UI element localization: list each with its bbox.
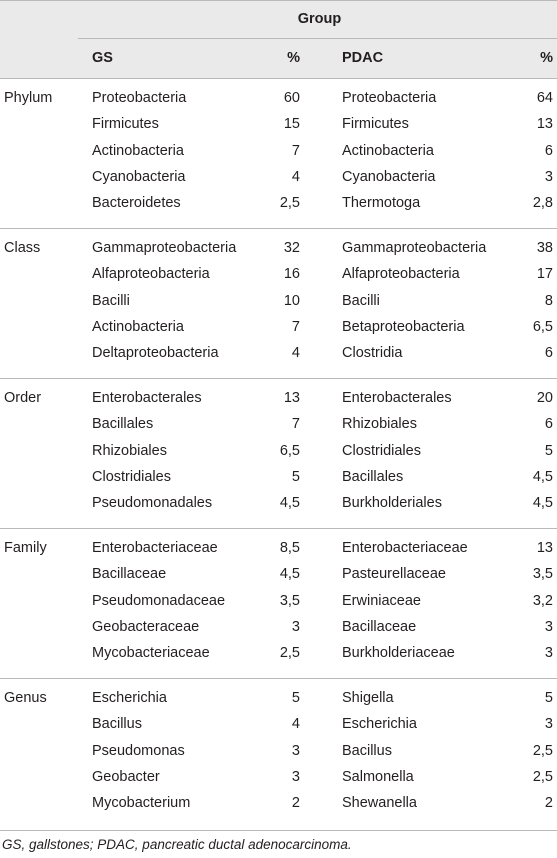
pdac-taxon: Salmonella: [342, 768, 414, 785]
gs-percent: 4,5: [279, 495, 300, 512]
gs-percent: 6,5: [279, 442, 300, 459]
pdac-percent: 3: [544, 716, 553, 733]
pdac-taxon: Burkholderiales: [342, 495, 442, 512]
gs-taxon: Gammaproteobacteria: [92, 240, 237, 256]
table-row: [0, 240, 557, 266]
pdac-taxon: Actinobacteria: [342, 142, 434, 159]
gs-taxon: Pseudomonadales: [92, 495, 213, 512]
table-row: [0, 469, 557, 495]
table-row: [0, 769, 557, 795]
gs-taxon: Geobacter: [92, 768, 160, 785]
gs-taxon: Mycobacteriaceae: [92, 645, 210, 662]
gs-percent: 7: [291, 142, 300, 159]
pdac-taxon: Betaproteobacteria: [342, 318, 465, 335]
pdac-percent: 5: [544, 690, 553, 706]
gs-taxon: Pseudomonadaceae: [92, 592, 226, 609]
pdac-percent-header: %: [540, 50, 553, 66]
pdac-taxon: Escherichia: [342, 716, 417, 733]
pdac-taxon: Firmicutes: [342, 116, 409, 133]
gs-percent: 5: [291, 468, 300, 485]
gs-taxon: Bacteroidetes: [92, 195, 181, 212]
gs-taxon: Bacilli: [92, 292, 130, 309]
gs-percent: 3: [291, 742, 300, 759]
gs-percent: 5: [291, 690, 300, 706]
gs-taxon: Mycobacterium: [92, 795, 191, 812]
gs-percent: 60: [283, 90, 300, 106]
gs-percent: 7: [291, 416, 300, 433]
table-row: [0, 319, 557, 345]
pdac-percent: 2,5: [532, 742, 553, 759]
pdac-taxon: Bacillus: [342, 742, 392, 759]
table-row: [0, 540, 557, 566]
gs-percent: 4,5: [279, 566, 300, 583]
gs-taxon: Enterobacteriaceae: [92, 540, 218, 556]
gs-percent: 15: [283, 116, 300, 133]
pdac-percent: 13: [536, 116, 553, 133]
gs-taxon: Bacillaceae: [92, 566, 167, 583]
gs-taxon: Bacillus: [92, 716, 142, 733]
pdac-percent: 8: [544, 292, 553, 309]
gs-taxon: Clostridiales: [92, 468, 171, 485]
taxonomic-level-label: Family: [4, 540, 47, 556]
section-divider: [0, 528, 557, 529]
table-row: [0, 690, 557, 716]
gs-taxon: Enterobacterales: [92, 390, 202, 406]
taxonomic-level-label: Order: [4, 390, 42, 406]
pdac-percent: 3,5: [532, 566, 553, 583]
table-header: [0, 0, 557, 79]
gs-taxon: Geobacteraceae: [92, 618, 200, 635]
pdac-percent: 17: [536, 266, 553, 283]
gs-percent: 3: [291, 768, 300, 785]
table-row: [0, 195, 557, 221]
table-row: [0, 169, 557, 195]
table-row: [0, 90, 557, 116]
gs-percent: 8,5: [279, 540, 300, 556]
pdac-taxon: Thermotoga: [342, 195, 421, 212]
gs-percent: 4: [291, 168, 300, 185]
pdac-taxon: Proteobacteria: [342, 90, 437, 106]
table-footnote: GS, gallstones; PDAC, pancreatic ductal adenocarcinoma.: [2, 837, 352, 852]
gs-percent: 4: [291, 716, 300, 733]
pdac-percent: 6: [544, 142, 553, 159]
pdac-taxon: Shigella: [342, 690, 394, 706]
gs-taxon: Actinobacteria: [92, 142, 184, 159]
pdac-percent: 38: [536, 240, 553, 256]
pdac-percent: 3,2: [532, 592, 553, 609]
gs-percent: 13: [283, 390, 300, 406]
gs-percent-header: %: [287, 50, 300, 66]
gs-taxon: Escherichia: [92, 690, 167, 706]
section-divider: [0, 228, 557, 229]
pdac-taxon: Bacilli: [342, 292, 380, 309]
table-row: [0, 795, 557, 821]
gs-percent: 3,5: [279, 592, 300, 609]
pdac-taxon: Bacillales: [342, 468, 404, 485]
group-underline: [78, 38, 557, 39]
table-row: [0, 743, 557, 769]
table-row: [0, 443, 557, 469]
pdac-taxon: Rhizobiales: [342, 416, 417, 433]
gs-taxon: Bacillales: [92, 416, 154, 433]
gs-percent: 2: [291, 795, 300, 812]
taxonomic-level-label: Genus: [4, 690, 47, 706]
group-header: Group: [297, 11, 342, 27]
table-row: [0, 116, 557, 142]
table-row: [0, 416, 557, 442]
section-divider: [0, 378, 557, 379]
gs-column-header: GS: [92, 50, 113, 66]
table-row: [0, 593, 557, 619]
gs-percent: 2,5: [279, 195, 300, 212]
pdac-percent: 6: [544, 345, 553, 362]
section-divider: [0, 678, 557, 679]
pdac-percent: 13: [536, 540, 553, 556]
pdac-percent: 5: [544, 442, 553, 459]
table-row: [0, 716, 557, 742]
pdac-percent: 20: [536, 390, 553, 406]
footer-rule: [0, 830, 557, 831]
pdac-taxon: Burkholderiaceae: [342, 645, 455, 662]
pdac-percent: 3: [544, 645, 553, 662]
gs-taxon: Pseudomonas: [92, 742, 185, 759]
gs-taxon: Actinobacteria: [92, 318, 184, 335]
table-row: [0, 390, 557, 416]
pdac-taxon: Shewanella: [342, 795, 417, 812]
pdac-percent: 6,5: [532, 318, 553, 335]
table-row: [0, 495, 557, 521]
taxonomic-level-label: Class: [4, 240, 41, 256]
gs-taxon: Cyanobacteria: [92, 168, 186, 185]
table-row: [0, 293, 557, 319]
table-row: [0, 266, 557, 292]
table-row: [0, 619, 557, 645]
gs-percent: 7: [291, 318, 300, 335]
gs-percent: 32: [283, 240, 300, 256]
pdac-taxon: Enterobacteriaceae: [342, 540, 468, 556]
pdac-taxon: Enterobacterales: [342, 390, 452, 406]
pdac-taxon: Gammaproteobacteria: [342, 240, 487, 256]
pdac-percent: 4,5: [532, 468, 553, 485]
table-row: [0, 566, 557, 592]
pdac-percent: 2,5: [532, 768, 553, 785]
pdac-percent: 4,5: [532, 495, 553, 512]
gs-percent: 4: [291, 345, 300, 362]
pdac-taxon: Pasteurellaceae: [342, 566, 446, 583]
pdac-percent: 6: [544, 416, 553, 433]
gs-taxon: Firmicutes: [92, 116, 159, 133]
table-row: [0, 645, 557, 671]
pdac-taxon: Erwiniaceae: [342, 592, 421, 609]
table-row: [0, 143, 557, 169]
pdac-taxon: Cyanobacteria: [342, 168, 436, 185]
pdac-column-header: PDAC: [342, 50, 384, 66]
gs-taxon: Deltaproteobacteria: [92, 345, 219, 362]
pdac-taxon: Alfaproteobacteria: [342, 266, 460, 283]
taxonomic-level-label: Phylum: [4, 90, 53, 106]
table-row: [0, 345, 557, 371]
pdac-taxon: Clostridiales: [342, 442, 421, 459]
gs-taxon: Proteobacteria: [92, 90, 187, 106]
gs-percent: 3: [291, 618, 300, 635]
pdac-percent: 2: [544, 795, 553, 812]
gs-taxon: Rhizobiales: [92, 442, 167, 459]
gs-percent: 10: [283, 292, 300, 309]
pdac-percent: 3: [544, 618, 553, 635]
pdac-percent: 2,8: [532, 195, 553, 212]
pdac-taxon: Clostridia: [342, 345, 403, 362]
gs-percent: 2,5: [279, 645, 300, 662]
gs-taxon: Alfaproteobacteria: [92, 266, 210, 283]
pdac-percent: 3: [544, 168, 553, 185]
pdac-percent: 64: [536, 90, 553, 106]
gs-percent: 16: [283, 266, 300, 283]
pdac-taxon: Bacillaceae: [342, 618, 417, 635]
